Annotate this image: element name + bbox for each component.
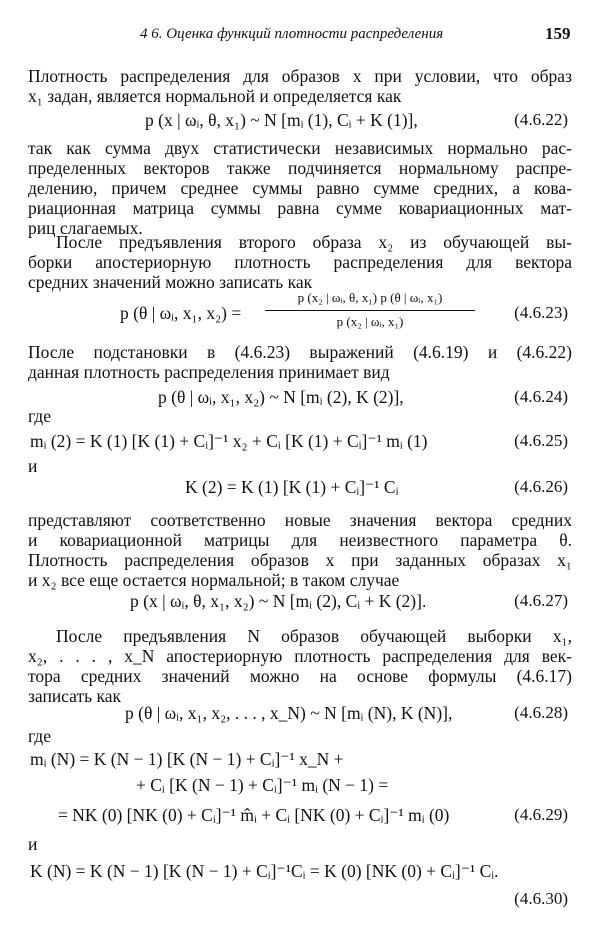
page-number: 159 [545,24,571,43]
paragraph-5-line: представляют соответственно новые значения вектора средних [28,510,572,530]
equation-4-6-24: p (θ | ωᵢ, x₁, x₂) ~ N [mᵢ (2), K (2)], [158,387,404,407]
paragraph-6-line: тора средних значений можно на основе формулы (4.6.17) [28,666,572,686]
equation-4-6-27: p (x | ωᵢ, θ, x₁, x₂) ~ N [mᵢ (2), Cᵢ + K (2)]. [130,591,427,611]
paragraph-2-line: риц слагаемых. [28,218,143,238]
where-label: где [28,726,51,746]
paragraph-5-line: Плотность распределения образов x при заданных образах x₁ [28,550,572,570]
paragraph-1-line: x₁ задан, является нормальной и определяется как [28,86,402,106]
running-title: 4 6. Оценка функций плотности распределения [140,26,444,42]
paragraph-2-line: так как сумма двух статистически независимых нормально рас- [28,138,572,158]
and-label: и [28,834,38,854]
equation-4-6-29-line-1: mᵢ (N) = K (N − 1) [K (N − 1) + Cᵢ]⁻¹ x_N + [30,749,344,769]
equation-4-6-30: K (N) = K (N − 1) [K (N − 1) + Cᵢ]⁻¹Cᵢ = K (0) [NK (0) + Cᵢ]⁻¹ Cᵢ. [30,861,499,881]
paragraph-5-line: и ковариационной матрицы для неизвестного параметра θ. [28,530,572,550]
equation-number: (4.6.29) [514,805,568,824]
equation-4-6-25: mᵢ (2) = K (1) [K (1) + Cᵢ]⁻¹ x₂ + Cᵢ [K (1) + Cᵢ]⁻¹ mᵢ (1) [30,431,428,451]
equation-4-6-22: p (x | ωᵢ, θ, x₁) ~ N [mᵢ (1), Cᵢ + K (1)], [145,110,418,130]
paragraph-5-line: и x₂ все еще остается нормальной; в таком случае [28,570,400,590]
equation-number: (4.6.22) [514,110,568,129]
where-label: где [28,406,51,426]
paragraph-3-line: После предъявления второго образа x₂ из обучающей вы- [56,232,572,252]
paragraph-6-line: x₂, . . . , x_N апостериорную плотность распределения для век- [28,646,572,666]
equation-number: (4.6.28) [514,703,568,722]
equation-number: (4.6.27) [514,591,568,610]
paragraph-2-line: делению, причем среднее суммы равно сумме средних, а кова- [28,178,572,198]
equation-4-6-28: p (θ | ωᵢ, x₁, x₂, . . . , x_N) ~ N [mᵢ (N), K (N)], [125,703,453,723]
paragraph-4-line: После подстановки в (4.6.23) выражений (4.6.19) и (4.6.22) [28,342,572,362]
paragraph-2-line: пределенных векторов также подчиняется нормальному распре- [28,158,572,178]
paragraph-3-line: средних значений можно записать как [28,272,313,292]
fraction-bar [265,310,475,311]
equation-4-6-26: K (2) = K (1) [K (1) + Cᵢ]⁻¹ Cᵢ [185,477,399,497]
equation-number: (4.6.24) [514,387,568,406]
paragraph-4-line: данная плотность распределения принимает вид [28,362,390,382]
equation-4-6-29-line-2: + Cᵢ [K (N − 1) + Cᵢ]⁻¹ mᵢ (N − 1) = [136,775,389,795]
equation-4-6-23-numerator: p (x₂ | ωᵢ, θ, x₁) p (θ | ωᵢ, x₁) [297,290,443,305]
paragraph-2-line: риационная матрица суммы равна сумме ковариационных мат- [28,198,572,218]
paragraph-3-line: борки апостериорную плотность распределения для вектора [28,252,572,272]
paragraph-1-line: Плотность распределения для образов x при условии, что образ [28,66,572,86]
equation-4-6-29-line-3: = NK (0) [NK (0) + Cᵢ]⁻¹ m̂ᵢ + Cᵢ [NK (0) + Cᵢ]⁻¹ mᵢ (0) [58,805,450,825]
equation-number: (4.6.23) [514,303,568,322]
equation-4-6-23-lhs: p (θ | ωᵢ, x₁, x₂) = [120,303,242,323]
equation-number: (4.6.30) [514,889,568,908]
equation-number: (4.6.25) [514,431,568,450]
paragraph-6-line: После предъявления N образов обучающей выборки x₁, [56,626,572,646]
paragraph-6-line: записать как [28,686,121,706]
and-label: и [28,456,38,476]
equation-4-6-23-denominator: p (x₂ | ωᵢ, x₁) [336,314,404,329]
equation-number: (4.6.26) [514,477,568,496]
